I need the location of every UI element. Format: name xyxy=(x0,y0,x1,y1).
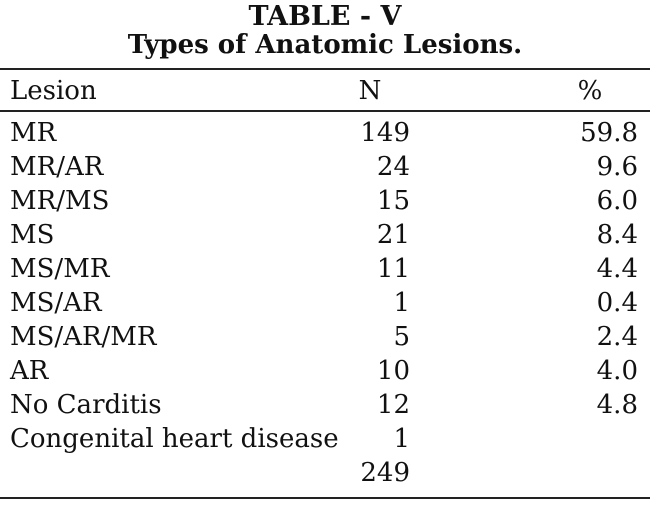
cell-percent: 4.0 xyxy=(596,356,638,386)
cell-lesion: MS/AR/MR xyxy=(10,322,157,352)
table-row xyxy=(0,354,650,388)
table-row xyxy=(0,184,650,218)
table-row xyxy=(0,320,650,354)
header-lesion: Lesion xyxy=(10,76,97,106)
table-row xyxy=(0,116,650,150)
cell-lesion: MS/AR xyxy=(10,288,102,318)
table-header-row xyxy=(0,74,650,108)
top-rule xyxy=(0,68,650,70)
cell-percent: 6.0 xyxy=(596,186,638,216)
cell-lesion: AR xyxy=(10,356,49,386)
cell-n: 15 xyxy=(376,186,410,216)
table-row xyxy=(0,252,650,286)
header-percent: % xyxy=(577,76,603,106)
header-rule xyxy=(0,110,650,112)
cell-percent: 4.8 xyxy=(596,390,638,420)
cell-n: 1 xyxy=(393,288,410,318)
table-row xyxy=(0,286,650,320)
total-n: 249 xyxy=(360,458,410,488)
cell-n: 11 xyxy=(376,254,410,284)
table-row xyxy=(0,388,650,422)
header-n: N xyxy=(358,76,382,106)
cell-percent: 4.4 xyxy=(596,254,638,284)
cell-percent: 59.8 xyxy=(580,118,638,148)
cell-n: 21 xyxy=(376,220,410,250)
cell-n: 10 xyxy=(376,356,410,386)
cell-lesion: MR/AR xyxy=(10,152,104,182)
cell-n: 24 xyxy=(376,152,410,182)
cell-lesion: MS/MR xyxy=(10,254,110,284)
cell-lesion: MR/MS xyxy=(10,186,110,216)
cell-lesion: MS xyxy=(10,220,55,250)
table-row xyxy=(0,422,650,456)
cell-n: 5 xyxy=(393,322,410,352)
bottom-rule xyxy=(0,497,650,499)
cell-n: 12 xyxy=(376,390,410,420)
cell-percent: 0.4 xyxy=(596,288,638,318)
cell-percent: 9.6 xyxy=(596,152,638,182)
cell-percent: 8.4 xyxy=(596,220,638,250)
cell-lesion: Congenital heart disease xyxy=(10,424,339,454)
table-row xyxy=(0,150,650,184)
cell-n: 149 xyxy=(360,118,410,148)
table-title: TABLE - V xyxy=(248,1,402,32)
cell-lesion: MR xyxy=(10,118,57,148)
cell-percent: 2.4 xyxy=(596,322,638,352)
table-subtitle: Types of Anatomic Lesions. xyxy=(127,30,523,60)
cell-n: 1 xyxy=(393,424,410,454)
table-total-row xyxy=(0,456,650,490)
table-row xyxy=(0,218,650,252)
cell-lesion: No Carditis xyxy=(10,390,162,420)
